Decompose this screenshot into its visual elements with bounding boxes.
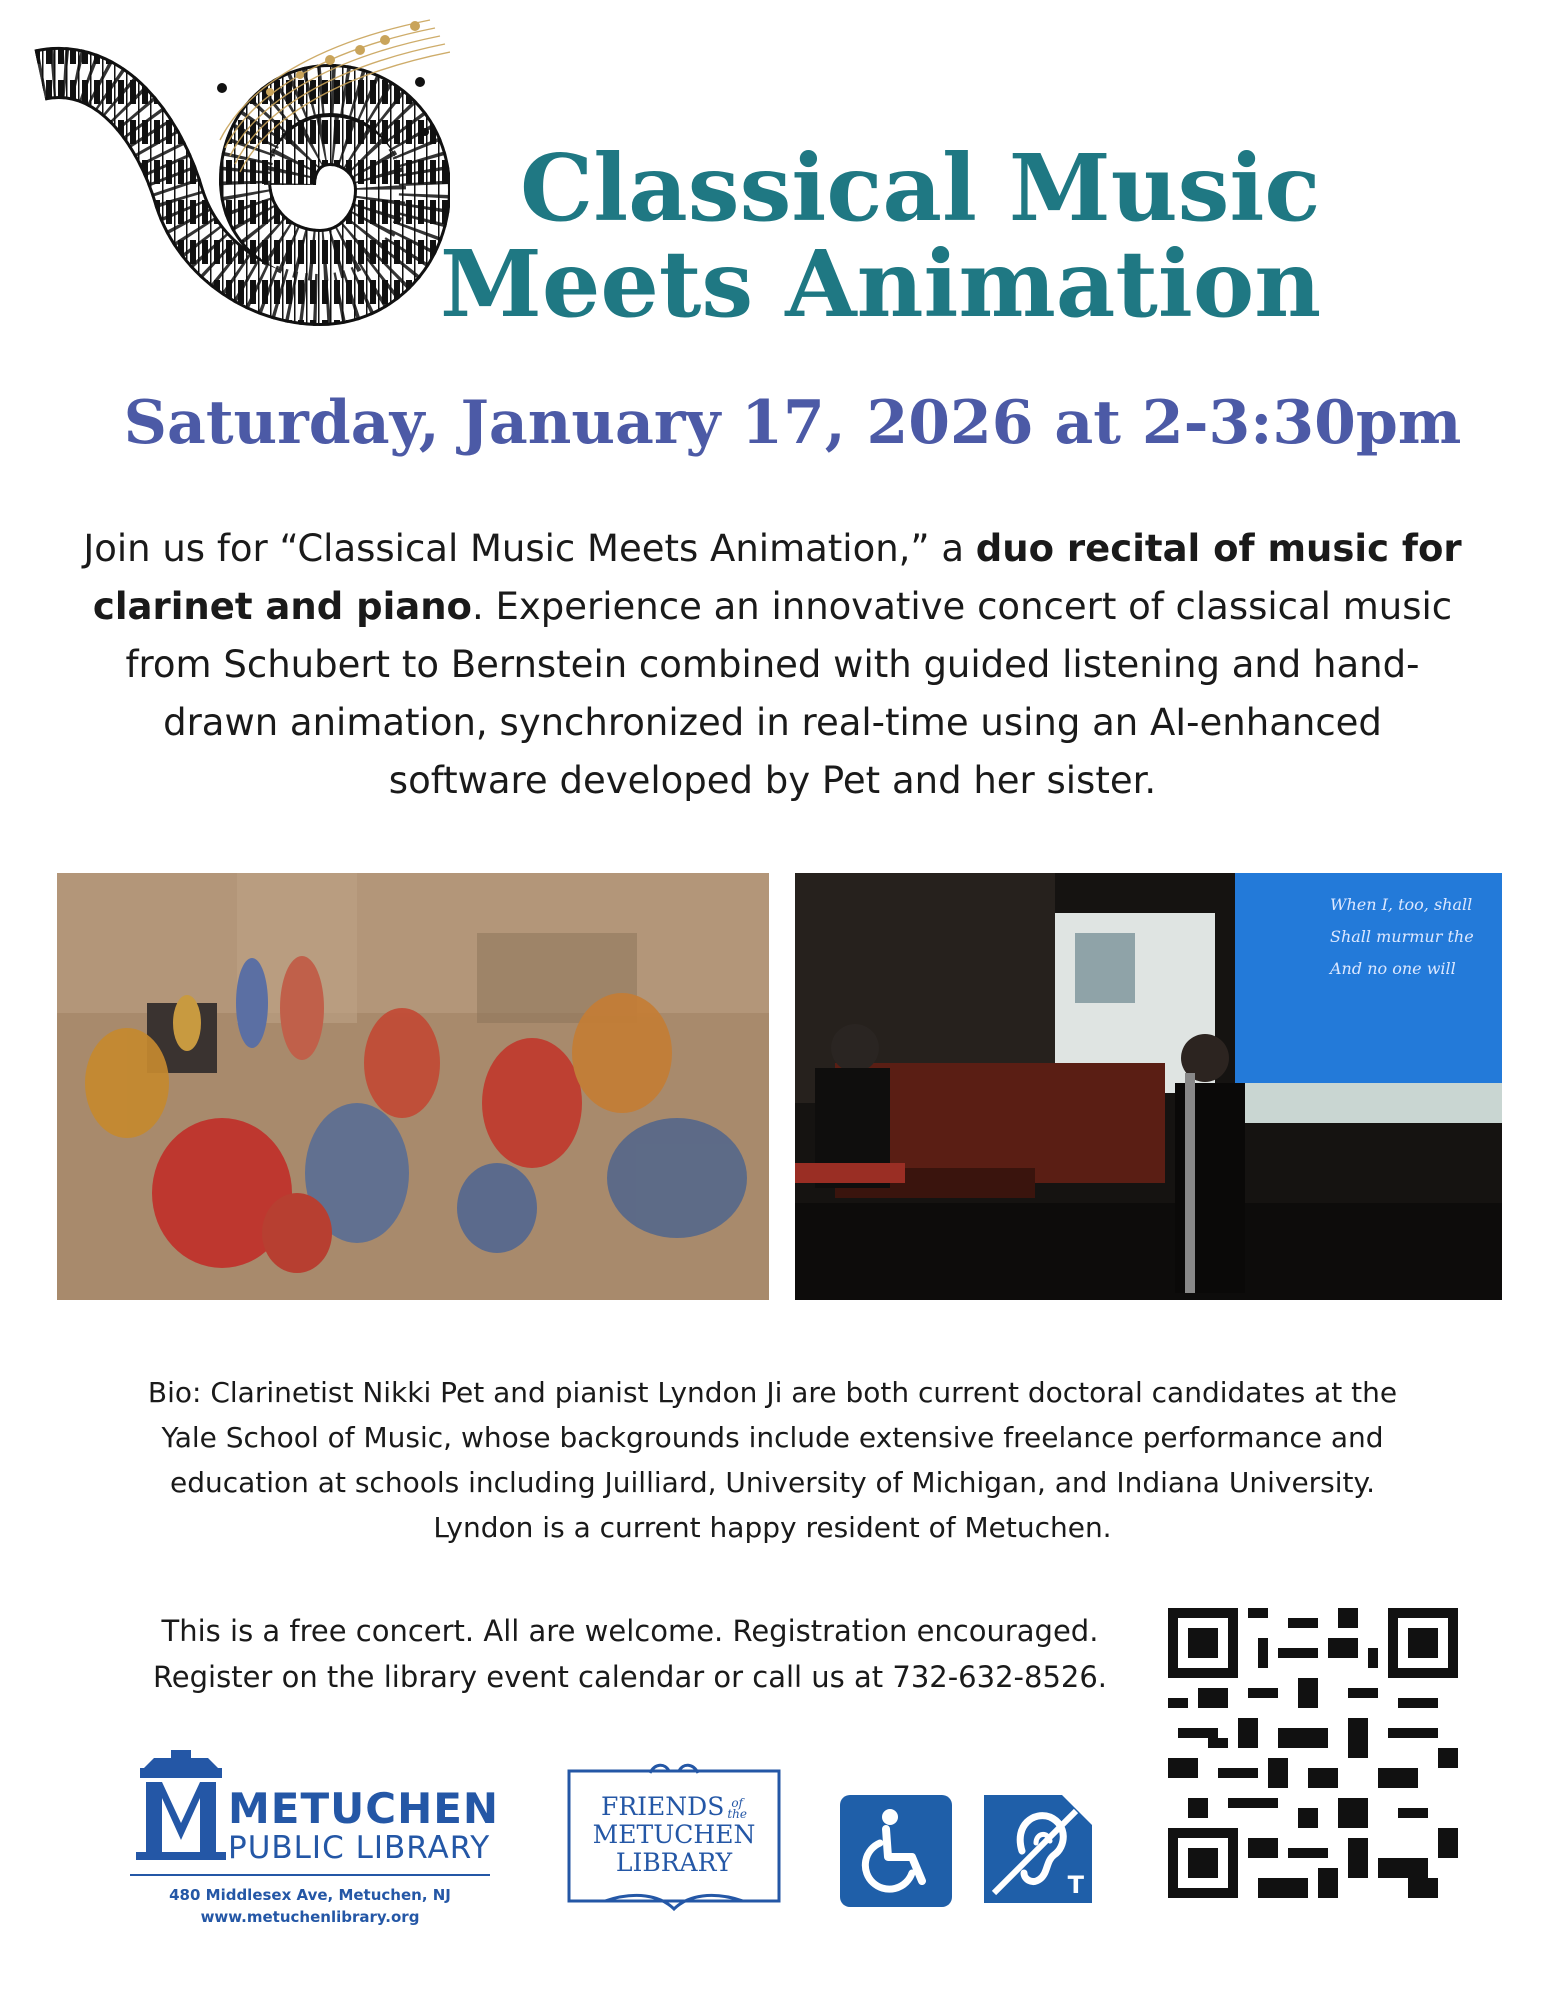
friends-of: of [731, 1795, 743, 1810]
bio-line: Bio: Clarinetist Nikki Pet and pianist Lyndon Ji are both current doctoral candidates at the [147, 1376, 1398, 1409]
registration-line: Register on the library event calendar or call us at 732-632-8526. [152, 1660, 1108, 1694]
library-building-icon [126, 1748, 236, 1868]
library-website[interactable]: www.metuchenlibrary.org [200, 1908, 420, 1926]
screen-lyric-line: And no one will [1330, 959, 1456, 978]
event-title-line1: Classical Music [520, 134, 1321, 242]
friends-line1: FRIENDS [601, 1792, 725, 1821]
qr-code[interactable] [1168, 1608, 1458, 1898]
friends-the: the [727, 1806, 747, 1821]
friends-line2: METUCHEN [592, 1820, 756, 1849]
bio-line: education at schools including Juilliard, University of Michigan, and Indiana University. [169, 1466, 1376, 1499]
registration-info [150, 1608, 1110, 1700]
bio-line: Yale School of Music, whose backgrounds include extensive freelance performance and [161, 1421, 1384, 1454]
intro-text-part1: Join us for “Classical Music Meets Animation,” a [83, 527, 976, 570]
screen-lyric-line: Shall murmur the [1330, 927, 1474, 946]
library-name-line1: METUCHEN [228, 1784, 500, 1833]
hearing-loop-label: T [1067, 1871, 1084, 1899]
bio-paragraph [90, 1370, 1455, 1550]
library-address: 480 Middlesex Ave, Metuchen, NJ [169, 1886, 451, 1904]
performance-photo [795, 873, 1502, 1300]
metuchen-library-logo[interactable] [120, 1748, 500, 1938]
event-title [440, 134, 1340, 338]
screen-lyric-line: When I, too, shall [1330, 895, 1473, 914]
intro-paragraph [80, 520, 1465, 810]
library-divider [130, 1874, 490, 1876]
piano-spiral-logo [30, 0, 450, 350]
friends-library-logo[interactable] [565, 1763, 783, 1913]
intro-text-part2: . Experience an innovative concert of classical music from Schubert to Bernstein combined with guided listening and hand-drawn animation, synchronized in real-time using an AI-enhanced software developed by Pet and her sister. [125, 585, 1453, 802]
animation-dancers-image [57, 873, 769, 1300]
registration-line: This is a free concert. All are welcome. Registration encouraged. [161, 1614, 1099, 1648]
bio-line: Lyndon is a current happy resident of Metuchen. [433, 1511, 1112, 1544]
event-date: Saturday, January 17, 2026 at 2-3:30pm [123, 388, 1462, 458]
intro-text-bold: duo recital of music for clarinet and piano [92, 527, 1462, 628]
library-name-line2: PUBLIC LIBRARY [228, 1830, 491, 1866]
hearing-loop-icon [984, 1795, 1092, 1903]
screen-lyrics [1330, 889, 1474, 985]
event-title-line2: Meets Animation [440, 230, 1322, 338]
wheelchair-accessible-icon [840, 1795, 952, 1907]
friends-line3: LIBRARY [615, 1848, 733, 1877]
